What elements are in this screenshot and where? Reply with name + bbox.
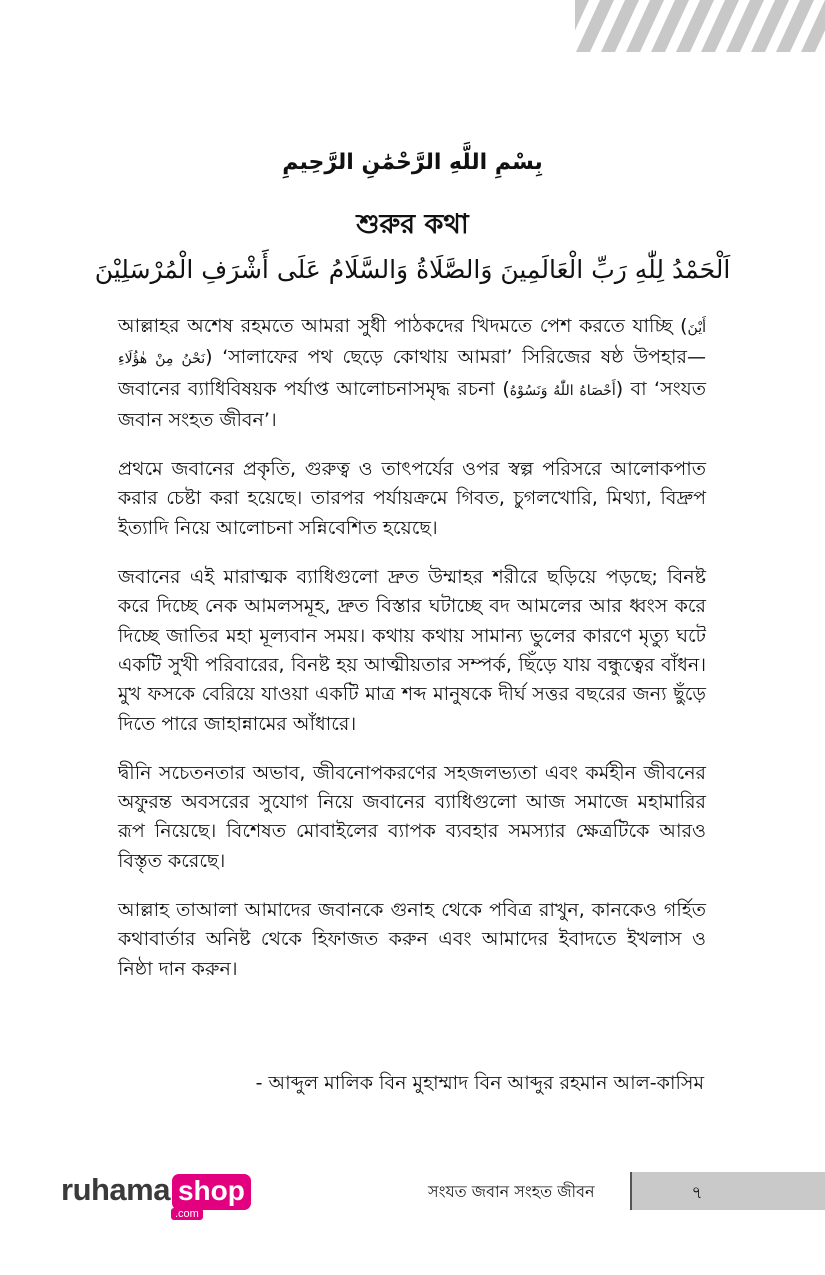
paragraph-3: জবানের এই মারাত্মক ব্যাধিগুলো দ্রুত উম্মাহর শরীরে ছড়িয়ে পড়ছে; বিনষ্ট করে দিচ্ছে নেক আমলসমূহ, দ্রুত বিস্তার ঘটাচ্ছে বদ আমলের আর ধ্বংস করে দিচ্ছে জাতির মহা মূল্যবান সময়। কথায় কথায় সামান্য ভুলের কারণে মৃত্যু ঘটে একটি সুখী পরিবারের, বিনষ্ট হয় আত্মীয়তার সম্পর্ক, ছিঁড়ে যায় বন্ধুত্বের বাঁধন। মুখ ফসকে বেরিয়ে যাওয়া একটি মাত্র শব্দ মানুষকে দীর্ঘ সত্তর বছরের জন্য ছুঁড়ে দিতে পারে জাহান্নামের আঁধারে। — [118, 566, 706, 735]
arabic-praise-line: اَلْحَمْدُ لِلّٰهِ رَبِّ الْعَالَمِينَ وَالصَّلَاةُ وَالسَّلَامُ عَلَى أَشْرَفِ الْمُرْسَلِيْنَ — [94, 255, 731, 284]
author-signature: - আব্দুল মালিক বিন মুহাম্মাদ বিন আব্দুর রহমান আল-কাসিম — [255, 1072, 704, 1094]
corner-stripes-decoration — [575, 0, 825, 52]
paragraph-2: প্রথমে জবানের প্রকৃতি, গুরুত্ব ও তাৎপর্যের ওপর স্বল্প পরিসরে আলোকপাত করার চেষ্টা করা হয়েছে। তারপর পর্যায়ক্রমে গিবত, চুগলখোরি, মিথ্যা, বিদ্রুপ ইত্যাদি নিয়ে আলোচনা সন্নিবেশিত হয়েছে। — [118, 458, 706, 539]
bismillah-calligraphy: بِسْمِ اللَّهِ الرَّحْمَٰنِ الرَّحِيمِ — [282, 150, 543, 175]
logo-com-text: .com — [171, 1208, 203, 1220]
page-number: ৭ — [691, 1183, 703, 1203]
ruhamashop-logo — [61, 1172, 251, 1220]
paragraph-5: আল্লাহ তাআলা আমাদের জবানকে গুনাহ থেকে পবিত্র রাখুন, কানকেও গর্হিত কথাবার্তার অনিষ্ট থেকে হিফাজত করুন এবং আমাদের ইবাদতে ইখলাস ও নিষ্ঠা দান করুন। — [118, 899, 706, 980]
paragraph-1-text-a: আল্লাহর অশেষ রহমতে আমরা সুধী পাঠকদের খিদমতে পেশ করতে যাচ্ছি ( — [118, 315, 688, 337]
logo-shop-text: shop — [172, 1174, 251, 1210]
logo-ruhama-text: ruhama — [61, 1172, 170, 1207]
arabic-book-title-1: أَيْنَ نَحْنُ مِنْ هٰؤُلَاءِ — [118, 320, 706, 368]
preface-body — [118, 312, 706, 1004]
paragraph-1-text-b: ) ‘সালাফের পথ ছেড়ে কোথায় আমরা’ সিরিজের ষষ্ঠ উপহার—জবানের ব্যাধিবিষয়ক পর্যাপ্ত আলোচনাসমৃদ্ধ রচনা ( — [118, 346, 706, 400]
paragraph-1 — [118, 312, 706, 435]
page-title: শুরুর কথা — [356, 209, 469, 240]
paragraph-1-text-c: ) বা ‘সংযত জবান সংহত জীবন’। — [118, 377, 707, 431]
footer-book-title: সংযত জবান সংহত জীবন — [428, 1182, 595, 1201]
arabic-book-title-2: أَحْصَاهُ اللّٰهُ وَنَسُوْهُ — [509, 382, 616, 399]
paragraph-4: দ্বীনি সচেতনতার অভাব, জীবনোপকরণের সহজলভ্যতা এবং কর্মহীন জীবনের অফুরন্ত অবসরের সুযোগ নিয়ে জবানের ব্যাধিগুলো আজ সমাজে মহামারির রূপ নিয়েছে। বিশেষত মোবাইলের ব্যাপক ব্যবহার সমস্যার ক্ষেত্রটিকে আরও বিস্তৃত করেছে। — [118, 761, 706, 872]
